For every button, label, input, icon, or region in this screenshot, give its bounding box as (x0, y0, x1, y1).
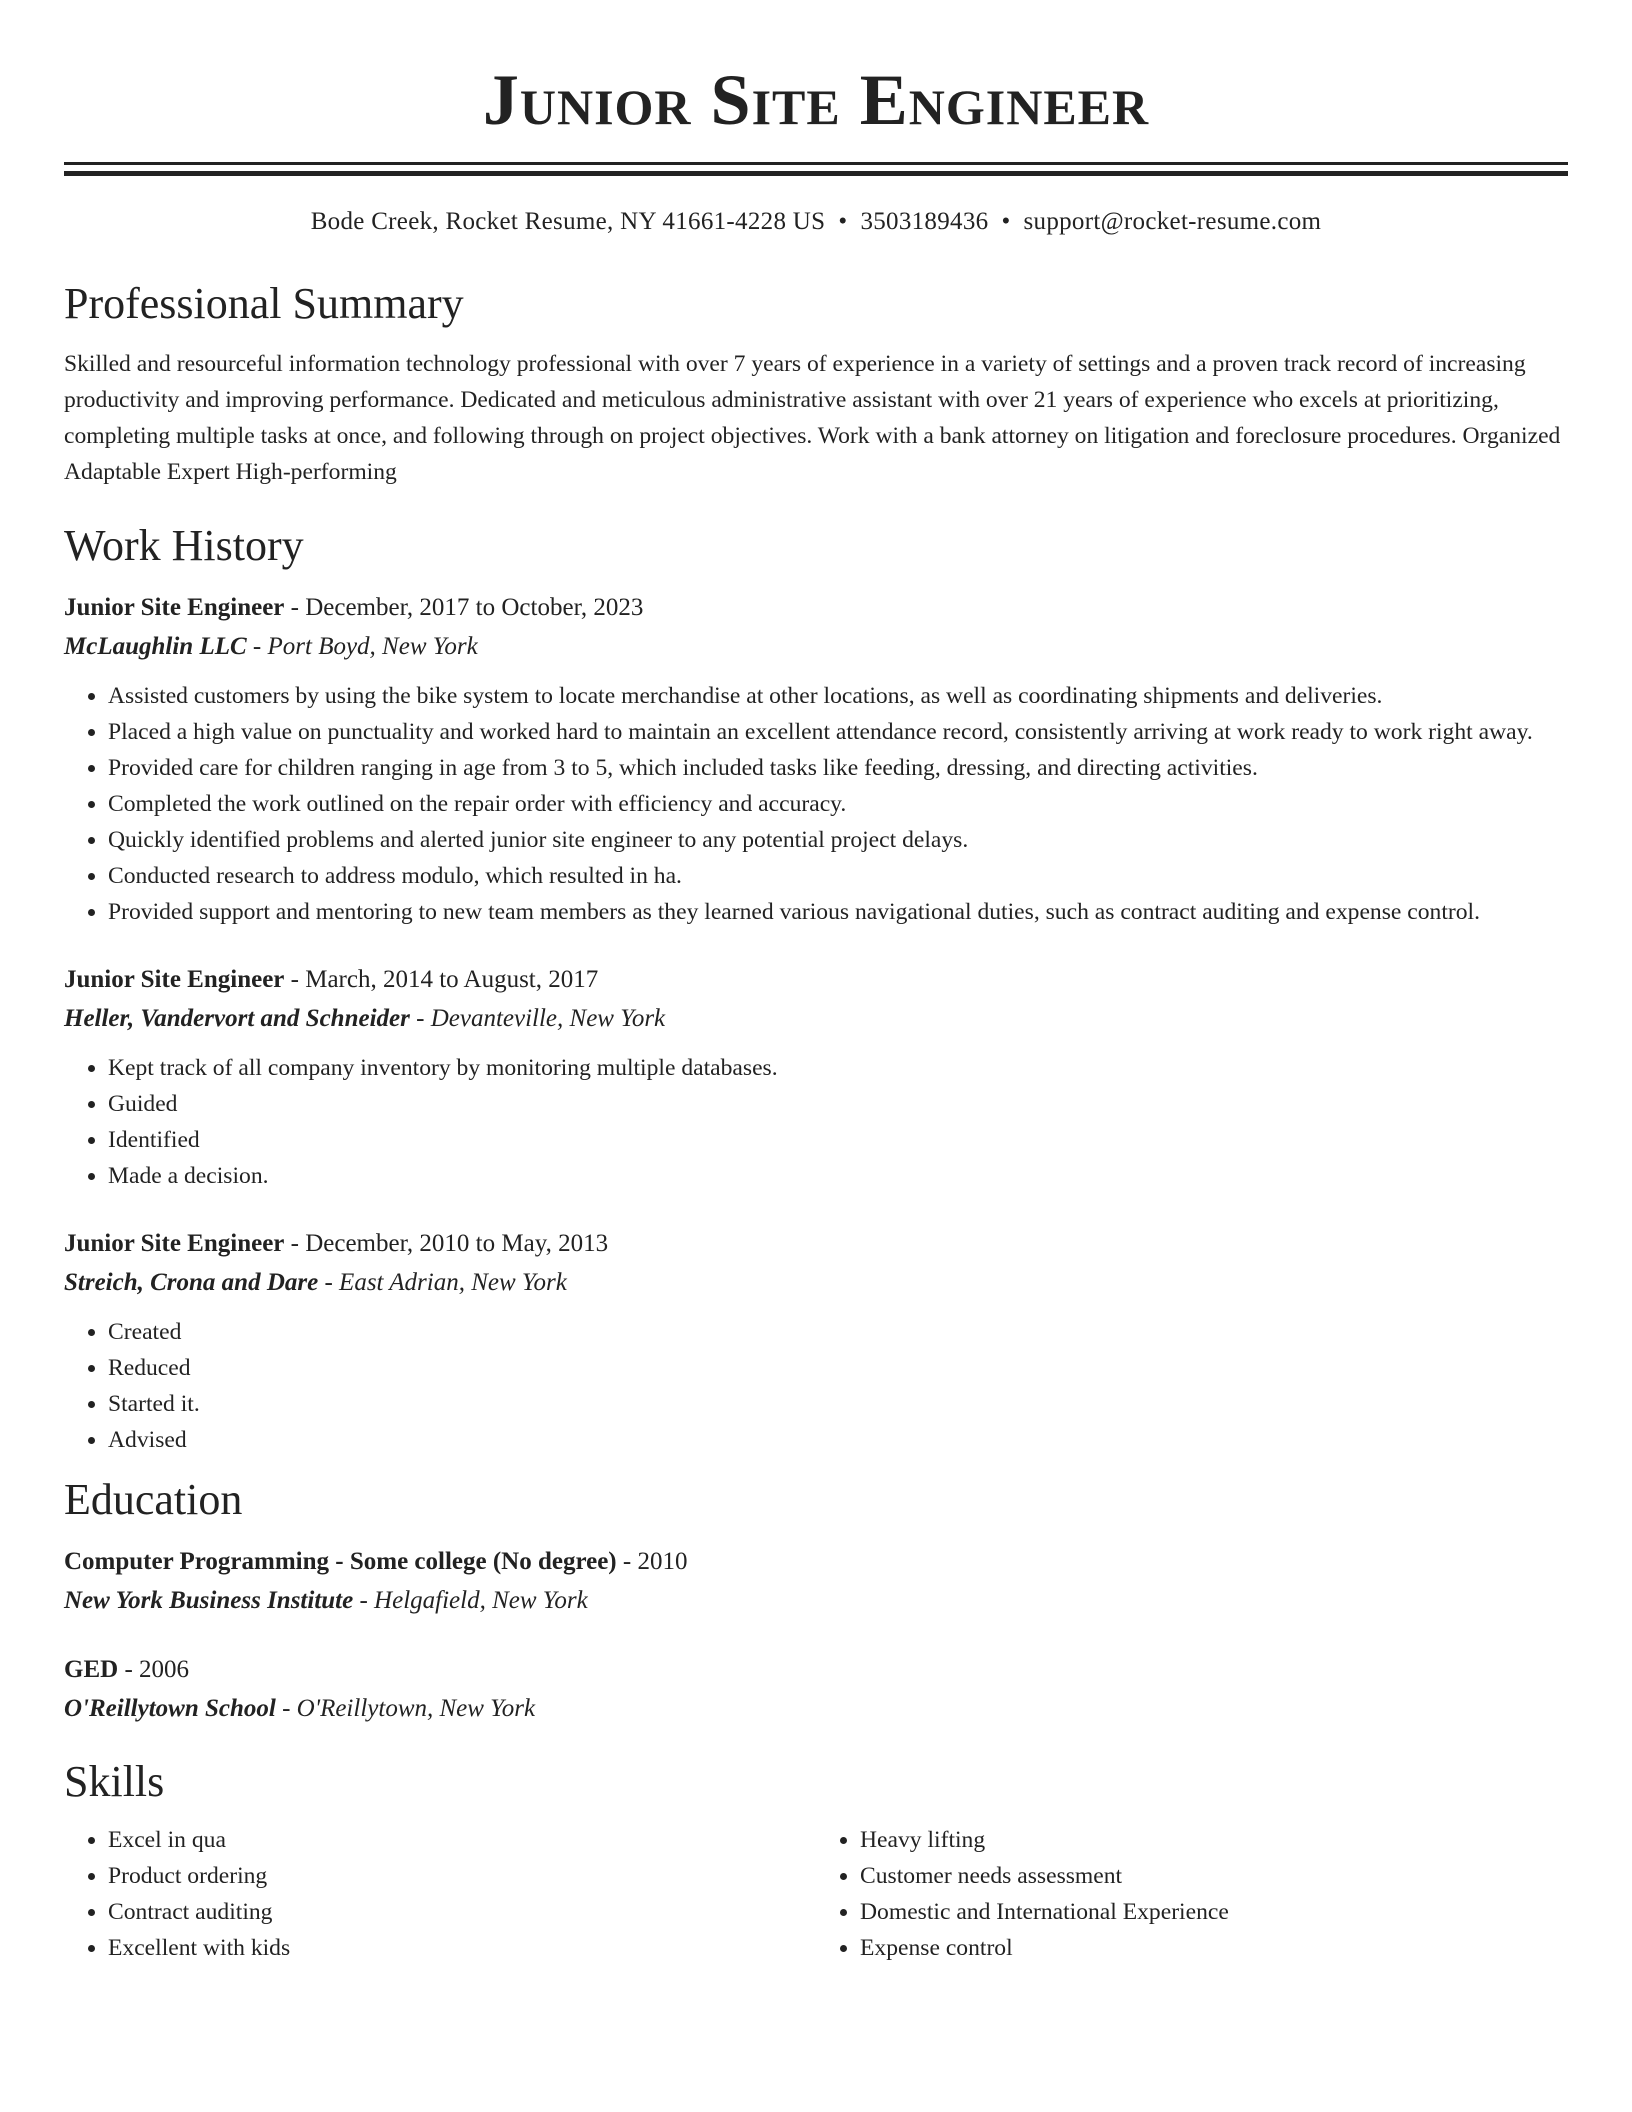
job-title-line (64, 1224, 1568, 1263)
education-degree: Computer Programming - Some college (No degree) (64, 1548, 617, 1575)
skill-item: • Product ordering (108, 1858, 816, 1894)
job-role: Junior Site Engineer (64, 594, 285, 621)
education-school-line (64, 1689, 1568, 1728)
education-school-line (64, 1581, 1568, 1620)
contact-line (64, 206, 1568, 238)
skills-heading: Skills (64, 1757, 165, 1806)
education-entry (64, 1542, 1568, 1620)
job-company: McLaughlin LLC (64, 633, 247, 660)
job-company: Heller, Vandervort and Schneider (64, 1005, 410, 1032)
contact-phone: 3503189436 (860, 208, 989, 235)
job-bullet: • Provided support and mentoring to new team members as they learned various navigational duties, such as contract auditing and expense control. (108, 894, 1568, 930)
job-bullet: • Completed the work outlined on the repair order with efficiency and accuracy. (108, 786, 1568, 822)
skill-item: • Customer needs assessment (860, 1858, 1568, 1894)
skills-list (64, 1822, 816, 1966)
job-bullet: • Provided care for children ranging in age from 3 to 5, which included tasks like feeding, dressing, and directing activities. (108, 750, 1568, 786)
education-degree: GED (64, 1656, 119, 1683)
job-bullet: • Started it. (108, 1386, 1568, 1422)
job-bullet: • Made a decision. (108, 1158, 1568, 1194)
job-bullet: • Reduced (108, 1350, 1568, 1386)
job-entry (64, 588, 1568, 930)
job-bullet: • Kept track of all company inventory by monitoring multiple databases. (108, 1050, 1568, 1086)
job-dates: - December, 2010 to May, 2013 (284, 1230, 609, 1257)
skills-column-left (64, 1822, 816, 1966)
job-bullet: • Guided (108, 1086, 1568, 1122)
job-title-line (64, 588, 1568, 627)
summary-text: Skilled and resourceful information technology professional with over 7 years of experience in a variety of settings and a proven track record of increasing productivity and improving performance. Dedicated and meticulous administrative assistant with over 21 years of experience who excels at prioritizing, completing multiple tasks at once, and following through on project objectives. Work with a bank attorney on litigation and foreclosure procedures. Organized Adaptable Expert High-performing (64, 351, 1561, 485)
work-history-section (64, 518, 1568, 1458)
education-location: - O'Reillytown, New York (275, 1695, 536, 1722)
job-bullet: • Placed a high value on punctuality and worked hard to maintain an excellent attendance record, consistently arriving at work ready to work right away. (108, 714, 1568, 750)
summary-heading: Professional Summary (64, 279, 464, 328)
skills-column-right (816, 1822, 1568, 1966)
summary-section (64, 276, 1568, 490)
skill-item: • Excel in qua (108, 1822, 816, 1858)
skill-item: • Heavy lifting (860, 1822, 1568, 1858)
job-bullet: • Assisted customers by using the bike system to locate merchandise at other locations, as well as coordinating shipments and deliveries. (108, 678, 1568, 714)
education-section (64, 1472, 1568, 1728)
bullet-separator: • (1001, 208, 1011, 235)
job-entry (64, 1224, 1568, 1458)
job-bullet: • Identified (108, 1122, 1568, 1158)
job-bullet-list (64, 1050, 1568, 1194)
education-heading: Education (64, 1475, 243, 1524)
skill-item: • Excellent with kids (108, 1930, 816, 1966)
contact-email: support@rocket-resume.com (1023, 208, 1322, 235)
job-location: - East Adrian, New York (318, 1269, 567, 1296)
job-company-line (64, 999, 1568, 1038)
work-history-heading: Work History (64, 521, 304, 570)
job-role: Junior Site Engineer (64, 966, 285, 993)
skills-list (816, 1822, 1568, 1966)
job-bullet: • Advised (108, 1422, 1568, 1458)
education-year: - 2010 (616, 1548, 688, 1575)
education-location: - Helgafield, New York (353, 1587, 588, 1614)
job-dates: - March, 2014 to August, 2017 (284, 966, 599, 993)
header-divider-thin (64, 162, 1568, 165)
education-year: - 2006 (118, 1656, 190, 1683)
job-location: - Port Boyd, New York (246, 633, 478, 660)
job-role: Junior Site Engineer (64, 1230, 285, 1257)
education-degree-line (64, 1542, 1568, 1581)
education-school: O'Reillytown School (64, 1695, 276, 1722)
education-degree-line (64, 1650, 1568, 1689)
resume-name-title: Junior Site Engineer (482, 60, 1150, 140)
bullet-separator: • (838, 208, 848, 235)
education-school: New York Business Institute (64, 1587, 354, 1614)
education-entry (64, 1650, 1568, 1728)
job-bullet-list (64, 1314, 1568, 1458)
job-bullet: • Conducted research to address modulo, which resulted in ha. (108, 858, 1568, 894)
contact-address: Bode Creek, Rocket Resume, NY 41661-4228 US (310, 208, 826, 235)
skill-item: • Contract auditing (108, 1894, 816, 1930)
skill-item: • Expense control (860, 1930, 1568, 1966)
job-company: Streich, Crona and Dare (64, 1269, 319, 1296)
skills-section (64, 1754, 1568, 1966)
job-entry (64, 960, 1568, 1194)
skill-item: • Domestic and International Experience (860, 1894, 1568, 1930)
job-bullet: • Quickly identified problems and alerted junior site engineer to any potential project delays. (108, 822, 1568, 858)
job-company-line (64, 627, 1568, 666)
job-dates: - December, 2017 to October, 2023 (284, 594, 644, 621)
job-title-line (64, 960, 1568, 999)
skills-grid (64, 1822, 1568, 1966)
job-location: - Devanteville, New York (409, 1005, 666, 1032)
job-bullet: • Created (108, 1314, 1568, 1350)
header-divider-thick (64, 171, 1568, 176)
job-bullet-list (64, 678, 1568, 930)
job-company-line (64, 1263, 1568, 1302)
